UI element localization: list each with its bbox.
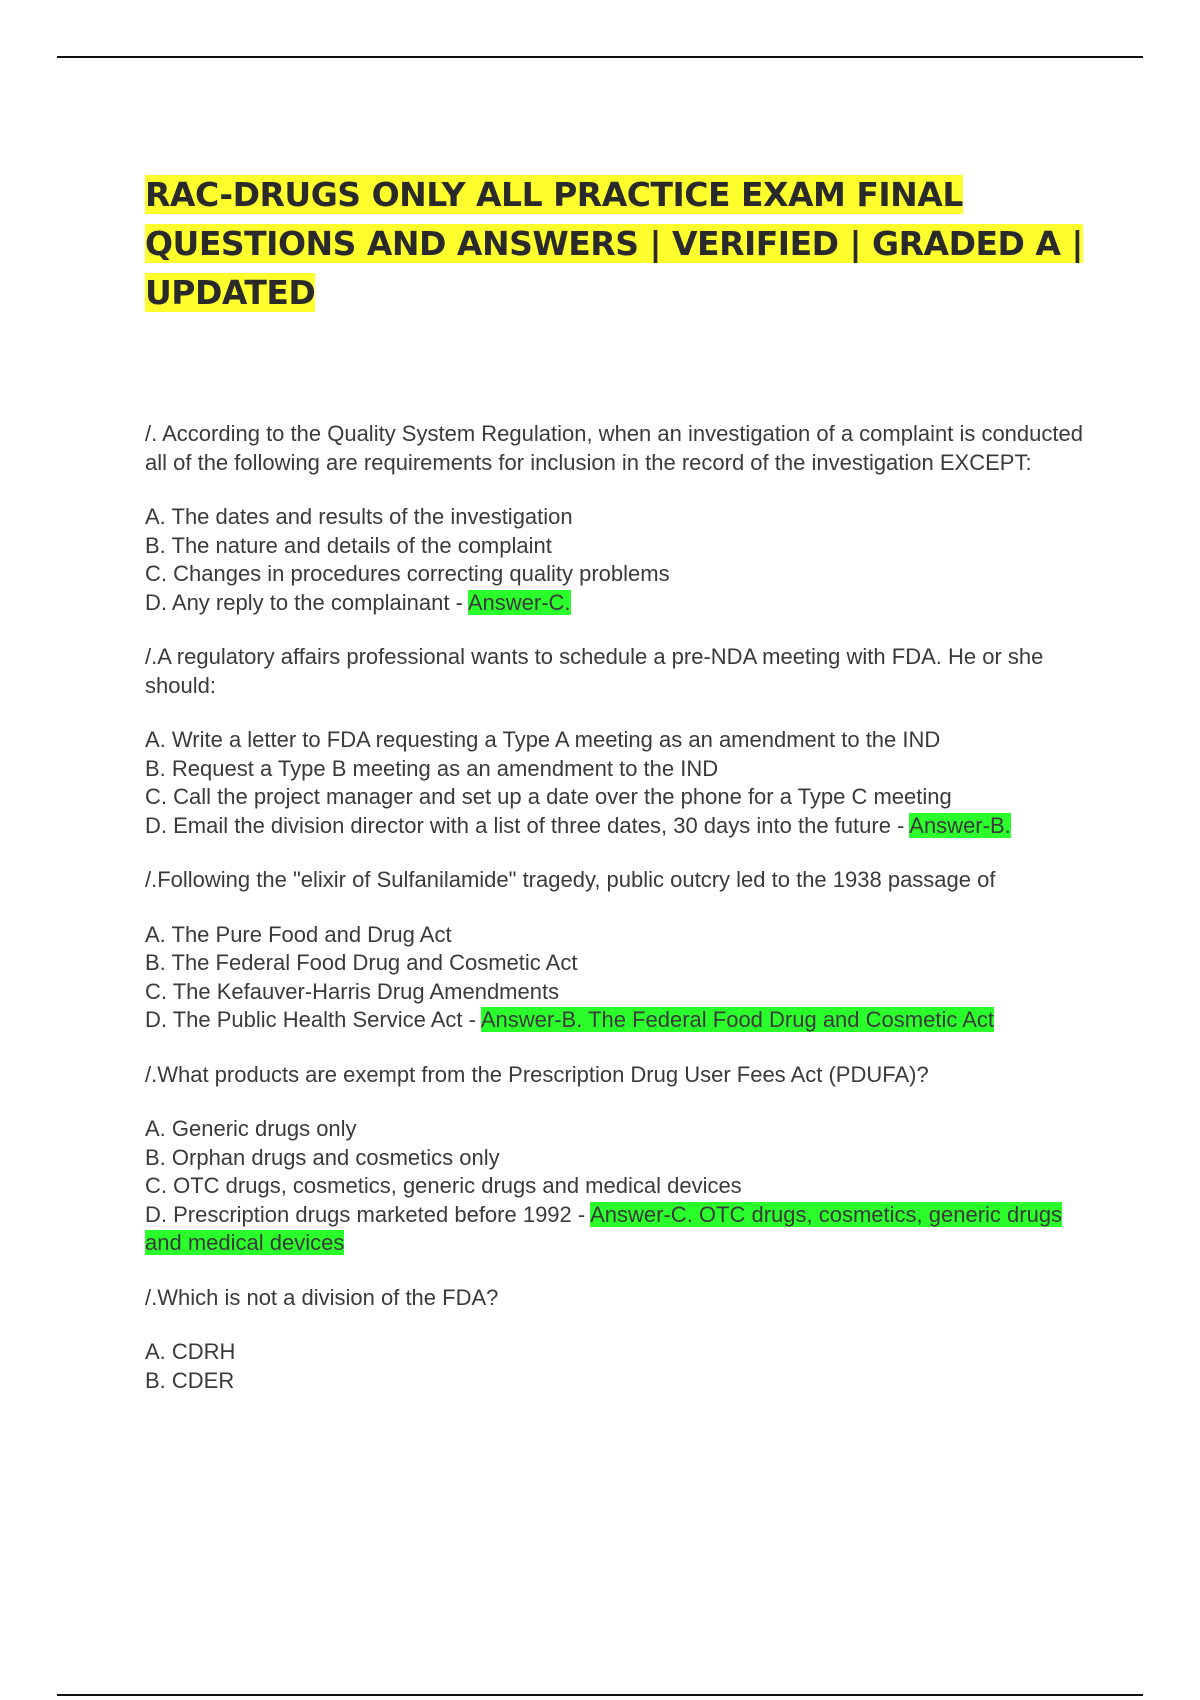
option-c: C. Call the project manager and set up a date over the phone for a Type C meeting: [145, 784, 952, 809]
option-d: D. Email the division director with a list of three dates, 30 days into the future -: [145, 812, 910, 838]
question-1: [145, 420, 1095, 617]
top-rule: [57, 56, 1143, 58]
option-list: [145, 726, 1095, 840]
option-b: B. Request a Type B meeting as an amendment to the IND: [145, 755, 719, 781]
question-text: /. According to the Quality System Regulation, when an investigation of a complaint is conducted all of the following are requirements for inclusion in the record of the investigation EXCEPT:: [145, 421, 1083, 475]
option-b: B. CDER: [145, 1367, 235, 1393]
question-list: [145, 420, 1095, 1421]
question-4: [145, 1061, 1095, 1258]
question-text: /.Following the "elixir of Sulfanilamide" tragedy, public outcry led to the 1938 passage of: [145, 867, 996, 892]
option-b: B. The nature and details of the complaint: [145, 532, 552, 558]
option-c: C. OTC drugs, cosmetics, generic drugs and medical devices: [145, 1173, 742, 1198]
question-3: [145, 866, 1095, 1035]
option-d: D. Any reply to the complainant -: [145, 589, 468, 615]
option-a: A. Generic drugs only: [145, 1116, 357, 1141]
answer-highlight: Answer-C.: [467, 589, 571, 615]
document-title-text: RAC-DRUGS ONLY ALL PRACTICE EXAM FINAL QUESTIONS AND ANSWERS | VERIFIED | GRADED A | UPDATED: [145, 175, 1083, 312]
document-title: [145, 170, 1085, 317]
answer-highlight: Answer-B. The Federal Food Drug and Cosmetic Act: [480, 1007, 995, 1032]
question-text: /.Which is not a division of the FDA?: [145, 1284, 499, 1310]
option-a: A. Write a letter to FDA requesting a Type A meeting as an amendment to the IND: [145, 727, 941, 752]
option-d: D. The Public Health Service Act -: [145, 1007, 481, 1032]
option-d: D. Prescription drugs marketed before 1992 -: [145, 1201, 591, 1227]
option-a: A. CDRH: [145, 1339, 236, 1364]
option-a: A. The dates and results of the investigation: [145, 504, 573, 529]
option-b: B. The Federal Food Drug and Cosmetic Act: [145, 950, 578, 975]
option-d-with-answer: [145, 812, 1095, 841]
question-2: [145, 643, 1095, 840]
question-text: /.What products are exempt from the Prescription Drug User Fees Act (PDUFA)?: [145, 1061, 929, 1087]
question-5: [145, 1284, 1095, 1396]
option-c: C. Changes in procedures correcting quality problems: [145, 561, 670, 586]
option-list: [145, 503, 1095, 617]
option-c: C. The Kefauver-Harris Drug Amendments: [145, 978, 560, 1004]
option-list: [145, 1338, 1095, 1395]
option-d-with-answer: [145, 1201, 1095, 1258]
option-list: [145, 1115, 1095, 1258]
question-text: /.A regulatory affairs professional wants to schedule a pre-NDA meeting with FDA. He or she should:: [145, 644, 1044, 698]
answer-highlight: Answer-B.: [909, 812, 1011, 838]
bottom-rule: [57, 1694, 1143, 1696]
option-b: B. Orphan drugs and cosmetics only: [145, 1144, 500, 1170]
option-d-with-answer: [145, 589, 1095, 618]
option-list: [145, 921, 1095, 1035]
option-a: A. The Pure Food and Drug Act: [145, 921, 452, 947]
option-d-with-answer: [145, 1006, 1095, 1035]
answer-highlight: Answer-C. OTC drugs, cosmetics, generic drugs and medical devices: [145, 1201, 1063, 1255]
